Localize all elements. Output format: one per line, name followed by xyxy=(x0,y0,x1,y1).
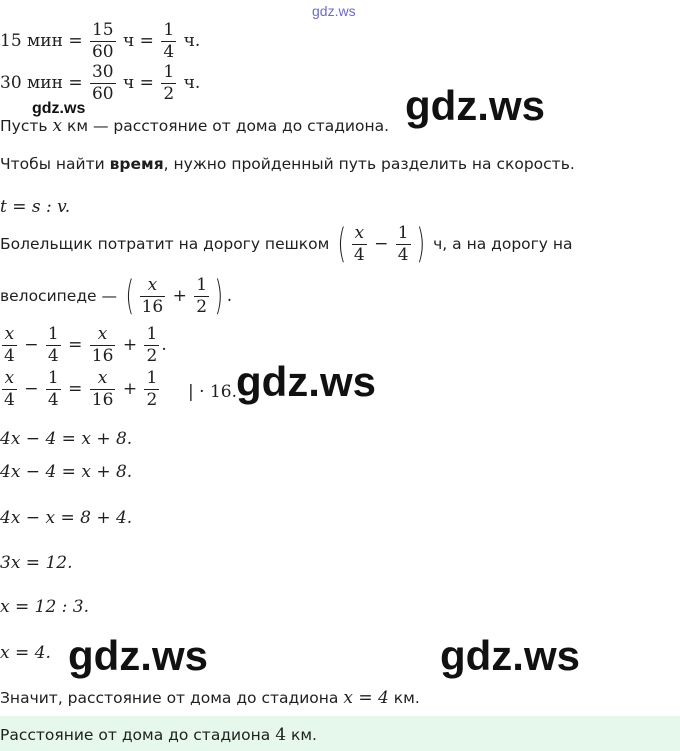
watermark: gdz.ws xyxy=(440,632,581,679)
conclusion: Значит, расстояние от дома до стадиона x = 4 км. xyxy=(0,688,420,708)
answer-text: Расстояние от дома до стадиона 4 км. xyxy=(0,725,317,745)
rule-statement: Чтобы найти время, нужно пройденный путь разделить на скорость. xyxy=(0,155,575,173)
equation-3: 4x − 4 = x + 8. xyxy=(0,429,133,449)
fraction: $\frac{1}{2}$ xyxy=(163,62,175,104)
let-statement: Пусть x км — расстояние от дома до стадиона. xyxy=(0,116,390,136)
fraction: $\frac{15}{60}$ xyxy=(91,20,114,62)
equation-4: 4x − 4 = x + 8. xyxy=(0,462,133,482)
multiply-marker: | · 16. xyxy=(188,382,237,402)
conversion-line-30: 30 мин = $\frac{30}{60}$ ч = $\frac{1}{2}$ ч. xyxy=(0,62,201,104)
equation-1: $\frac{x}{4}$ − $\frac{1}{4}$ = $\frac{x}{16}$ + $\frac{1}{2}$ . xyxy=(4,324,167,366)
time-formula: t = s : v. xyxy=(0,197,71,217)
top-watermark: gdz.ws xyxy=(312,3,356,19)
equation-2: $\frac{x}{4}$ − $\frac{1}{4}$ = $\frac{x}{16}$ + $\frac{1}{2}$ xyxy=(4,368,158,410)
watermark: gdz.ws xyxy=(236,358,377,405)
equation-6: 3x = 12. xyxy=(0,553,73,573)
watermark: gdz.ws xyxy=(32,100,86,117)
fraction: $\frac{30}{60}$ xyxy=(91,62,114,104)
bike-time-statement: велосипеде — ( $\frac{x}{16}$ + $\frac{1}{2}$ ) . xyxy=(0,273,233,319)
equation-7: x = 12 : 3. xyxy=(0,597,90,617)
lead: 15 мин xyxy=(0,31,63,51)
equation-5: 4x − x = 8 + 4. xyxy=(0,508,133,528)
fraction: $\frac{1}{4}$ xyxy=(163,20,175,62)
watermark: gdz.ws xyxy=(405,82,546,129)
walk-time-statement: Болельщик потратит на дорогу пешком ( $\frac{x}{4}$ − $\frac{1}{4}$ ) ч, а на дорогу на xyxy=(0,221,573,267)
equation-8: x = 4. xyxy=(0,643,51,663)
conversion-line-15: 15 мин = $\frac{15}{60}$ ч = $\frac{1}{4}$ ч. xyxy=(0,20,201,62)
watermark: gdz.ws xyxy=(68,632,209,679)
